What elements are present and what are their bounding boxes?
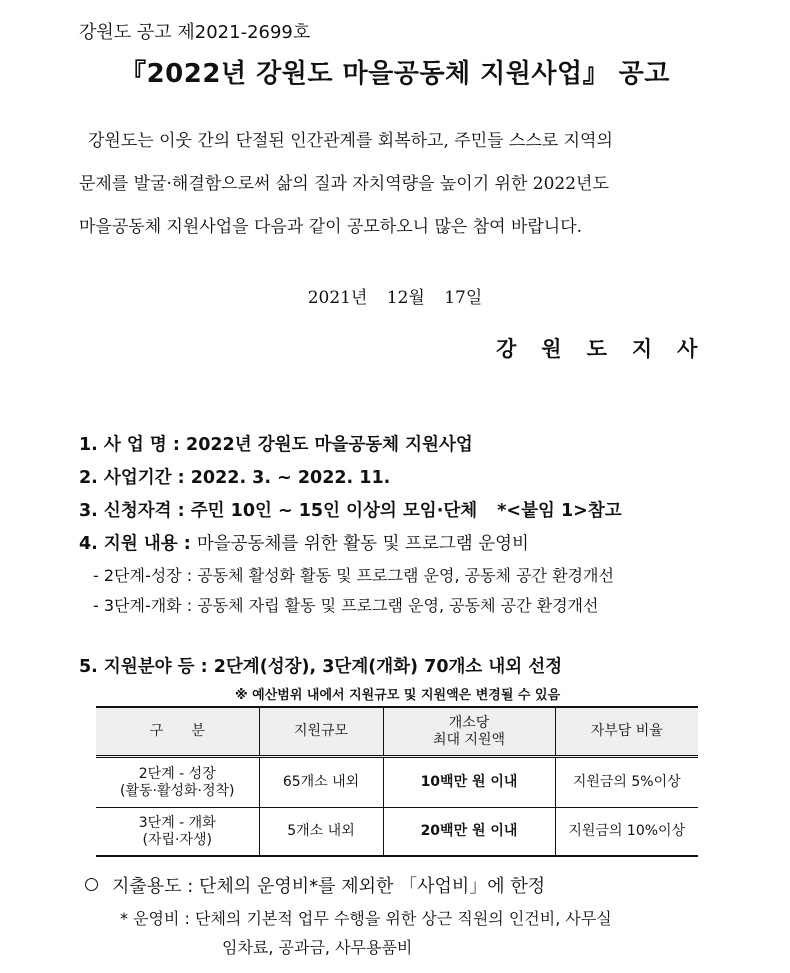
page-title: 『2022년 강원도 마을공동체 지원사업』 공고	[120, 59, 670, 89]
table-row	[96, 808, 698, 857]
table-cell-scale: 65개소 내외	[259, 757, 383, 808]
usage-line	[85, 872, 545, 898]
item-5-value: 2단계(성장), 3단계(개화) 70개소 내외 선정	[213, 657, 563, 677]
table-row	[96, 757, 698, 808]
announcement-date: 2021년 12월 17일	[307, 288, 483, 308]
item-3	[79, 497, 622, 522]
item-3-value: 주민 10인 ~ 15인 이상의 모임·단체	[190, 501, 478, 521]
intro-line-2: 문제를 발굴·해결함으로써 삶의 질과 자치역량을 높이기 위한 2022년도	[79, 174, 609, 194]
col-header-self-burden: 자부담 비율	[555, 707, 698, 757]
item-2-value: 2022. 3. ~ 2022. 11.	[190, 468, 391, 488]
circle-bullet-icon	[85, 878, 98, 891]
table-header-row	[96, 707, 698, 757]
usage-text: 지출용도 : 단체의 운영비*를 제외한 「사업비」에 한정	[112, 876, 546, 897]
item-4-value: 마을공동체를 위한 활동 및 프로그램 운영비	[196, 534, 529, 554]
col-header-max-amount	[383, 707, 555, 757]
intro-line-1: 강원도는 이웃 간의 단절된 인간관계를 회복하고, 주민들 스스로 지역의	[88, 131, 613, 151]
col-header-category: 구 분	[96, 707, 259, 757]
table-cell-category	[96, 757, 259, 808]
item-4	[79, 530, 529, 555]
table-cell-category	[96, 808, 259, 857]
col-header-max-amount-line2: 최대 지원액	[432, 731, 506, 748]
table-cell-max-amount: 20백만 원 이내	[383, 808, 555, 857]
item-4-label: 4. 지원 내용 :	[79, 534, 191, 554]
item-1-label: 1. 사 업 명 :	[79, 435, 180, 455]
category-desc: (활동·활성화·정착)	[120, 782, 235, 799]
category-name: 2단계 - 성장	[138, 765, 216, 782]
item-1	[79, 431, 473, 456]
issuer-signature: 강원도지사	[496, 336, 723, 361]
category-name: 3단계 - 개화	[138, 814, 216, 831]
item-2	[79, 464, 390, 489]
category-desc: (자립·자생)	[142, 831, 212, 848]
col-header-scale: 지원규모	[259, 707, 383, 757]
budget-note: ※ 예산범위 내에서 지원규모 및 지원액은 변경될 수 있음	[235, 688, 561, 703]
table-cell-max-amount: 10백만 원 이내	[383, 757, 555, 808]
table-cell-scale: 5개소 내외	[259, 808, 383, 857]
intro-line-3: 마을공동체 지원사업을 다음과 같이 공모하오니 많은 참여 바랍니다.	[79, 217, 583, 237]
support-table	[96, 706, 698, 857]
item-4-sub-2: - 3단계-개화 : 공동체 자립 활동 및 프로그램 운영, 공동체 공간 환경개선	[93, 596, 599, 615]
item-2-label: 2. 사업기간 :	[79, 468, 185, 488]
opex-note-line-2: 임차료, 공과금, 사무용품비	[222, 938, 413, 957]
item-5	[79, 653, 562, 678]
col-header-max-amount-line1: 개소당	[448, 714, 490, 731]
item-5-label: 5. 지원분야 등 :	[79, 657, 208, 677]
item-4-sub-1: - 2단계-성장 : 공동체 활성화 활동 및 프로그램 운영, 공동체 공간 환경개선	[93, 566, 614, 585]
table-cell-self-burden: 지원금의 5%이상	[555, 757, 698, 808]
item-1-value: 2022년 강원도 마을공동체 지원사업	[186, 435, 473, 455]
item-3-label: 3. 신청자격 :	[79, 501, 185, 521]
intro-paragraph	[79, 120, 719, 249]
table-cell-self-burden: 지원금의 10%이상	[555, 808, 698, 857]
opex-note-line-1: * 운영비 : 단체의 기본적 업무 수행을 위한 상근 직원의 인건비, 사무실	[120, 909, 612, 928]
item-3-reference: *<붙임 1>참고	[497, 501, 622, 521]
notice-number: 강원도 공고 제2021-2699호	[79, 22, 311, 43]
